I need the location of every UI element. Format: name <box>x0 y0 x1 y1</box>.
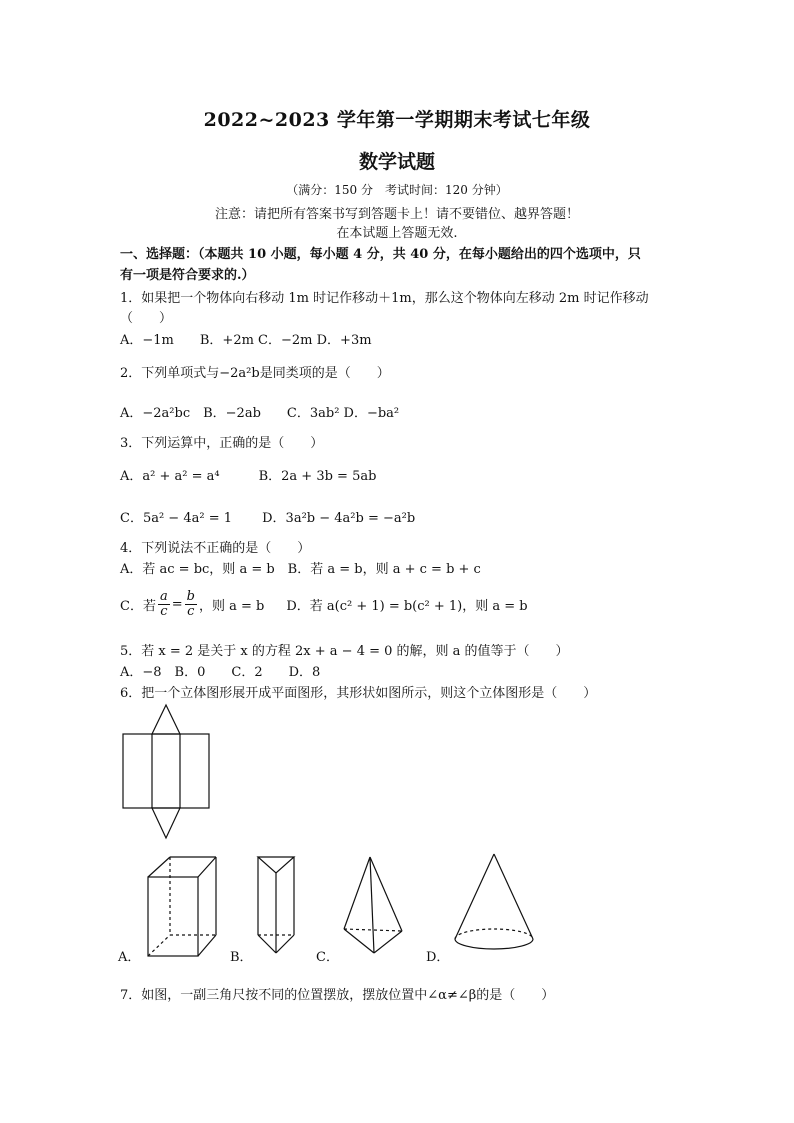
box-edge <box>198 857 216 877</box>
pyramid-edge <box>374 931 402 953</box>
net-top-triangle <box>152 705 180 734</box>
net-bottom-triangle <box>152 808 180 838</box>
exam-subtitle: 数学试题 <box>358 151 435 173</box>
pyramid-edge <box>344 857 370 929</box>
fraction-numerator: b <box>186 589 195 604</box>
fraction-numerator: a <box>159 589 168 604</box>
box-hidden-edge <box>148 935 170 956</box>
question-3-stem: 3．下列运算中，正确的是（ ） <box>120 436 324 451</box>
option-d-label: D． <box>426 950 450 965</box>
option-c-suffix: ，则 a = b <box>198 599 265 614</box>
fraction-denominator: c <box>187 604 195 619</box>
fraction-b-over-c <box>185 590 197 619</box>
box-edge <box>148 857 170 877</box>
question-3-options-cd: C．5a² − 4a² = 1 D．3a²b − 4a²b = −a²b <box>120 511 416 526</box>
section-heading-cont: 有一项是符合要求的.） <box>120 268 255 283</box>
equals-sign: = <box>171 597 183 612</box>
question-1-bracket: （ ） <box>120 311 173 326</box>
option-a-label: A． <box>118 950 141 965</box>
question-5-options: A．−8 B．0 C．2 D．8 <box>120 665 321 680</box>
net-rectangle <box>123 734 209 808</box>
box-edge <box>198 935 216 956</box>
question-4-stem: 4．下列说法不正确的是（ ） <box>120 541 311 556</box>
section-heading: 一、选择题：（本题共 10 小题，每小题 4 分，共 40 分，在每小题给出的四个选项中，只 <box>120 247 641 262</box>
exam-info: （满分：150 分 考试时间：120 分钟） <box>286 183 508 197</box>
cone-edge <box>494 854 533 939</box>
question-4-options-ab: A．若 ac = bc，则 a = b B．若 a = b，则 a + c = b + c <box>120 562 481 577</box>
box-front-face <box>148 877 198 956</box>
option-c-prefix: C．若 <box>120 599 156 614</box>
prism-edge <box>258 935 276 953</box>
option-b-label: B． <box>230 950 253 965</box>
question-1-options: A．−1m B．+2m C．−2m D．+3m <box>120 333 372 348</box>
cone-edge <box>455 854 494 939</box>
exam-notice-invalid: 在本试题上答题无效. <box>336 226 458 241</box>
net-diagram <box>122 704 222 844</box>
fraction-a-over-c <box>158 590 170 619</box>
pyramid-edge <box>370 857 374 953</box>
option-d-cone-figure <box>452 852 542 957</box>
question-2-stem: 2．下列单项式与−2a²b是同类项的是（ ） <box>120 366 390 381</box>
question-3-options-ab: A．a² + a² = a⁴ B．2a + 3b = 5ab <box>120 469 377 484</box>
question-2-options: A．−2a²bc B．−2ab C．3ab² D．−ba² <box>120 406 400 421</box>
question-1-stem: 1．如果把一个物体向右移动 1m 时记作移动＋1m，那么这个物体向左移动 2m 时记作移动 <box>120 291 649 306</box>
question-7-stem: 7．如图，一副三角尺按不同的位置摆放，摆放位置中∠α≠∠β的是（ ） <box>120 988 555 1003</box>
cone-base-back <box>455 929 533 939</box>
question-5-stem: 5．若 x = 2 是关于 x 的方程 2x + a − 4 = 0 的解，则 a 的值等于（ ） <box>120 644 569 659</box>
option-a-box-figure <box>146 855 226 960</box>
option-c-label: C． <box>316 950 339 965</box>
cone-base-front <box>455 939 533 949</box>
pyramid-edge <box>344 929 374 953</box>
question-6-stem: 6．把一个立体图形展开成平面图形，其形状如图所示，则这个立体图形是（ ） <box>120 686 597 701</box>
exam-notice: 注意：请把所有答案书写到答题卡上！请不要错位、越界答题！ <box>214 207 579 222</box>
prism-edge <box>276 935 294 953</box>
prism-top-face <box>258 857 294 873</box>
option-b-prism-figure <box>256 855 306 960</box>
option-c-pyramid-figure <box>340 855 410 960</box>
exam-title: 2022~2023 学年第一学期期末考试七年级 <box>203 109 591 131</box>
option-d: D．若 a(c² + 1) = b(c² + 1)，则 a = b <box>286 599 528 614</box>
question-4-options-cd <box>120 590 528 619</box>
pyramid-edge <box>370 857 402 931</box>
fraction-denominator: c <box>160 604 168 619</box>
